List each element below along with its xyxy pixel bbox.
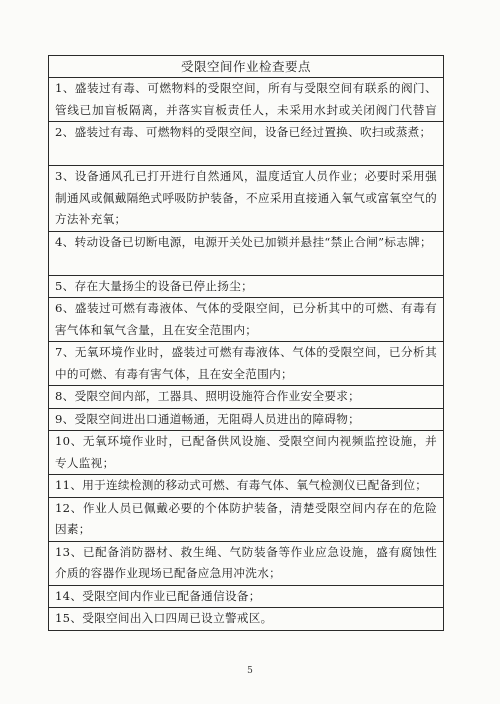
checklist-item: 13、已配备消防器材、救生绳、气防装备等作业应急设施，盛有腐蚀性介质的容器作业现场已配备应急用冲洗水；: [49, 542, 443, 586]
checklist-item: 15、受限空间出入口四周已设立警戒区。: [55, 611, 273, 625]
checklist-item: 7、无氧环境作业时，盛装过可燃有毒液体、气体的受限空间，已分析其中的可燃、有毒有害气体，且在安全范围内；: [49, 342, 443, 386]
checklist-item: 2、盛装过有毒、可燃物料的受限空间，设备已经过置换、吹扫或蒸煮；: [49, 122, 443, 166]
checklist-item: 11、用于连续检测的移动式可燃、有毒气体、氧气检测仪已配备到位；: [49, 475, 443, 498]
page-number: 5: [247, 666, 253, 676]
checklist-item: 12、作业人员已佩戴必要的个体防护装备，清楚受限空间内存在的危险因素；: [49, 498, 443, 542]
checklist-item: 9、受限空间进出口通道畅通，无阻碍人员进出的障碍物；: [49, 409, 443, 432]
checklist-item: 6、盛装过可燃有毒液体、气体的受限空间，已分析其中的可燃、有毒有害气体和氧气含量，且在安全范围内；: [49, 298, 443, 342]
checklist-item: 10、无氧环境作业时，已配备供风设施、受限空间内视频监控设施，并专人监视；: [49, 431, 443, 475]
checklist-item: 3、设备通风孔已打开进行自然通风，温度适宜人员作业；必要时采用强制通风或佩戴隔绝式呼吸防护装备，不应采用直接通入氧气或富氧空气的方法补充氧；: [49, 166, 443, 232]
checklist-item: 1、盛装过有毒、可燃物料的受限空间，所有与受限空间有联系的阀门、管线已加盲板隔离，并落实盲板责任人，未采用水封或关闭阀门代替盲: [49, 78, 443, 122]
checklist-item: 14、受限空间内作业已配备通信设备；: [49, 586, 443, 609]
checklist-item: 8、受限空间内部，工器具、照明设施符合作业安全要求；: [49, 386, 443, 409]
table-title: 受限空间作业检查要点: [49, 56, 443, 78]
checklist-item: 4、转动设备已切断电源，电源开关处已加锁并悬挂“禁止合闸”标志牌；: [49, 232, 443, 276]
checklist-item: 5、存在大量扬尘的设备已停止扬尘；: [49, 276, 443, 299]
checklist-table: [48, 55, 444, 631]
